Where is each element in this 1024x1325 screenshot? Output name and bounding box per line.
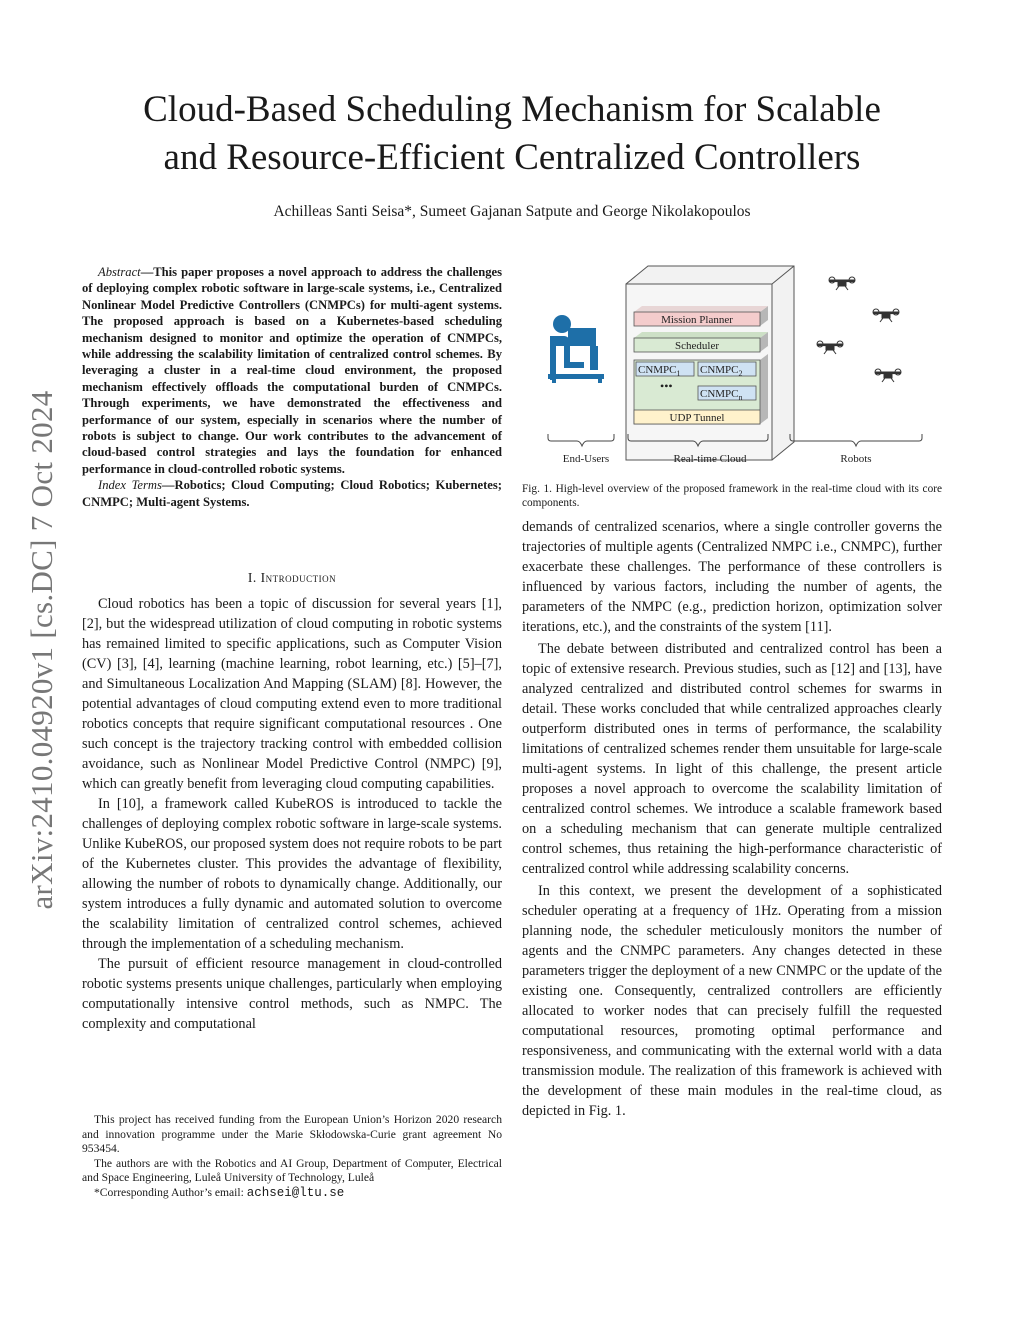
paragraph: In this context, we present the development of a sophisticated scheduler operating at a frequency of 1Hz. Operating from a mission planning node, the scheduler meticulously monitors the number of agents and the CNMPC parameters. Any changes detected in these parameters trigger the deployment of a new CNMPC or the update of the existing one. Consequently, centralized controllers are efficiently allocated to worker nodes that can precisely fulfill the requested computational resources, promoting optimal performance and responsiveness, and communicating with the external world with a data transmission module. The realization of this framework is achieved with the development of these main modules in the real-time cloud, as depicted in Fig. 1. — [522, 883, 942, 1119]
footnotes — [82, 1113, 502, 1200]
footnote-email[interactable]: achsei@ltu.se — [246, 1185, 345, 1200]
left-column-body — [82, 594, 502, 1034]
mission-planner-label: Mission Planner — [661, 314, 733, 326]
label-robots: Robots — [840, 453, 872, 465]
abstract-label: Abstract — [98, 265, 141, 279]
footnote-affiliation: The authors are with the Robotics and AI Group, Department of Computer, Electrical and Space Engineering, Luleå University of Technology, Luleå — [82, 1156, 502, 1184]
cnmpc-1-label: $CNMPC_1$ — [638, 364, 681, 378]
paragraph: In [10], a framework called KubeROS is introduced to tackle the challenges of deploying complex robotic software in large-scale systems. Unlike KubeROS, our proposed system does not require robots to be part of the Kubernetes cluster. This provides the advantage of flexibility, allowing the number of robots to dynamically change. Additionally, our system introduces a fully dynamic and automated solution to overcome the scalability limitation of centralized control schemes, achieved through the implementation of a scheduling mechanism. — [82, 796, 502, 952]
author-list: Achilleas Santi Seisa*, Sumeet Gajanan Satpute and George Nikolakopoulos — [273, 203, 751, 220]
arxiv-stamp — [14, 280, 70, 1020]
right-column-body — [522, 517, 942, 1121]
drone-icon — [875, 369, 901, 382]
drone-icon — [829, 277, 855, 290]
arxiv-stamp-text: arXiv:2410.04920v1 [cs.DC] 7 Oct 2024 — [24, 390, 59, 910]
drone-icon — [873, 309, 899, 322]
label-end-users: End-Users — [562, 453, 610, 465]
figure-1 — [520, 262, 944, 474]
figure-diagram — [520, 262, 944, 474]
paragraph: The pursuit of efficient resource management in cloud-controlled robotic systems presents unique challenges, particularly when employing computationally intensive control methods, such as NMPC. The complexity and computational — [82, 956, 502, 1032]
paragraph: The debate between distributed and centralized control has been a topic of extensive research. Previous studies, such as [12] and [13], have analyzed centralized and distributed control schemes for swarms in detail. These works concluded that while centralized approaches clearly outperform distributed ones in terms of performance, the scalability limitations of centralized schemes render them unsuitable for large-scale multi-agent systems. In light of this challenge, the present article proposes a novel approach to overcome the scalability limitation of centralized control schemes. We introduce a scalable framework based on a scheduling mechanism that can generate multiple centralized control schemes, thus retaining the high-performance characteristic of centralized control while addressing scalability concerns. — [522, 641, 942, 877]
index-terms-text: —Robotics; Cloud Computing; Cloud Robotics; Kubernetes; CNMPC; Multi-agent Systems. — [82, 478, 502, 509]
footnote-funding: This project has received funding from the European Union’s Horizon 2020 research and innovation programme under the Marie Skłodowska-Curie grant agreement No 953454. — [82, 1113, 502, 1155]
label-real-time-cloud: Real-time Cloud — [673, 453, 747, 465]
cnmpc-2-label: $CNMPC_2$ — [700, 364, 743, 378]
udp-tunnel-label: UDP Tunnel — [669, 412, 725, 424]
figure-caption: Fig. 1. High-level overview of the proposed framework in the real-time cloud with its core components. — [522, 483, 942, 509]
abstract — [82, 264, 502, 510]
end-user-icon — [548, 315, 604, 383]
index-terms-label: Index Terms — [98, 478, 162, 493]
cnmpc-ellipsis: ••• — [660, 379, 673, 393]
paragraph: demands of centralized scenarios, where a single controller governs the trajectories of multiple agents (Centralized NMPC i.e., CNMPC), further exacerbate these challenges. The performance of these controllers is influenced by various factors, including the number of agents, the parameters of the NMPC (e.g., prediction horizon, optimization solver iterations, etc.), and the constraints of the system [11]. — [522, 519, 942, 635]
paper-title — [0, 86, 1024, 182]
footnote-email-label: *Corresponding Author’s email: — [94, 1185, 247, 1199]
section-heading: I. Introduction — [247, 570, 337, 585]
scheduler-label: Scheduler — [675, 340, 719, 352]
abstract-text: —This paper proposes a novel approach to address the challenges of deploying complex robotic software in large-scale systems, i.e., Centralized Nonlinear Model Predictive Controllers (CNMPCs) for multi-agent systems. The proposed approach is based on a Kubernetes-based scheduling mechanism designed to monitor and optimize the operation of CNMPCs, while addressing the scalability limitation of centralized control schemes. By leveraging a cluster in a real-time cloud environment, the proposed mechanism effectively offloads the computational burden of CNMPCs. Through experiments, we have demonstrated the effectiveness and performance of our system, especially in scenarios where the number of robots is subject to change. Our work contributes to the advancement of cloud-based control strategies and lays the foundation for enhanced performance in cloud-controlled robotic systems. — [82, 265, 502, 476]
scheduler-block — [634, 332, 768, 352]
cnmpc-n-label: $CNMPC_n$ — [700, 388, 743, 402]
drone-icon — [817, 341, 843, 354]
title-line-1: Cloud-Based Scheduling Mechanism for Scalable — [143, 89, 881, 130]
footnote-email-line — [82, 1186, 502, 1201]
mission-planner-block — [634, 306, 768, 326]
title-line-2: and Resource-Efficient Centralized Controllers — [163, 137, 861, 178]
paragraph: Cloud robotics has been a topic of discussion for several years [1], [2], but the widespread utilization of cloud computing in robotic systems has remained limited to specific applications, such as Computer Vision (CV) [3], [4], learning (machine learning, robot learning, etc.) [5]–[7], and Simultaneous Localization And Mapping (SLAM) [8]. However, the potential advantages of cloud computing extend even to more traditional robotics concepts that require significant computational resources . One such concept is the trajectory tracking control with embedded collision avoidance, such as Nonlinear Model Predictive Control (NMPC) [9], which can greatly benefit from leveraging cloud computing capabilities. — [82, 596, 502, 792]
